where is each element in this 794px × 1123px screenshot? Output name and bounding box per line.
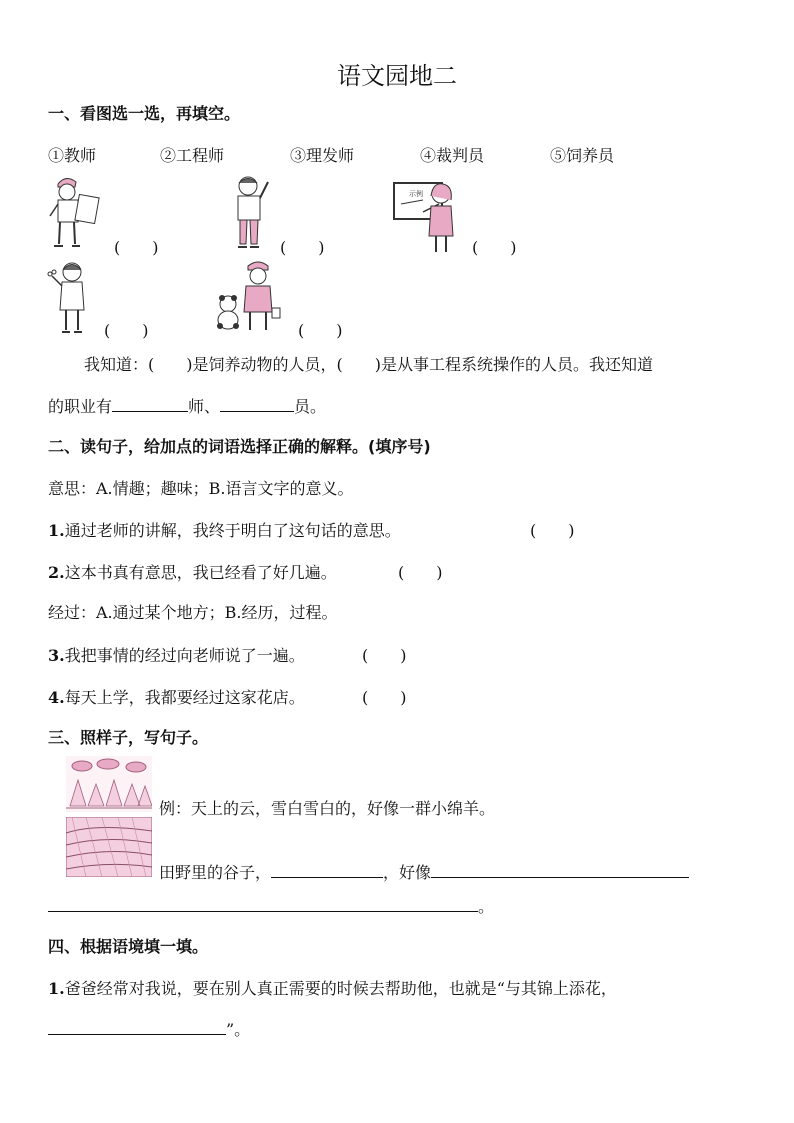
option-keeper: ⑤饲养员	[550, 146, 615, 165]
answer-paren-q2[interactable]: ( )	[398, 563, 443, 582]
question-2	[48, 560, 337, 583]
question-2-num: 2.	[48, 563, 65, 582]
question-1-num: 1.	[48, 521, 65, 540]
answer-paren-q1[interactable]: ( )	[530, 521, 575, 540]
answer-paren-4[interactable]: ( )	[104, 321, 149, 340]
blank-occupation-2[interactable]	[220, 397, 294, 412]
option-teacher: ①教师	[48, 146, 97, 165]
field-prompt-2: ，好像	[383, 863, 432, 882]
question-3-num: 3.	[48, 646, 65, 665]
option-referee: ④裁判员	[420, 146, 485, 165]
section4-q1-text: 爸爸经常对我说，要在别人真正需要的时候去帮助他，也就是“与其锦上添花，	[64, 979, 617, 998]
field-image	[66, 817, 152, 877]
question-4	[48, 685, 305, 708]
section1-heading: 一、看图选一选，再填空。	[48, 104, 241, 123]
answer-paren-2[interactable]: ( )	[280, 238, 325, 257]
figure-engineer	[46, 172, 106, 252]
blank-idiom[interactable]	[48, 1020, 226, 1035]
answer-paren-1[interactable]: ( )	[114, 238, 159, 257]
field-sentence	[159, 860, 689, 883]
question-3-text: 我把事情的经过向老师说了一遍。	[64, 646, 305, 665]
sentence-b-part2: 师、	[188, 397, 221, 416]
figure-teacher	[393, 178, 459, 256]
question-4-text: 每天上学，我都要经过这家花店。	[64, 688, 305, 707]
figure-zookeeper	[214, 258, 284, 334]
section2-heading: 二、读句子，给加点的词语选择正确的解释。(填序号)	[48, 437, 431, 456]
blank-occupation-1[interactable]	[112, 397, 188, 412]
option-engineer: ②工程师	[160, 146, 225, 165]
blank-field-3[interactable]	[48, 897, 478, 912]
section4-q1-num: 1.	[48, 979, 65, 998]
answer-paren-5[interactable]: ( )	[298, 321, 343, 340]
section4-q1-end: ”。	[226, 1020, 251, 1039]
section3-heading: 三、照样子，写句子。	[48, 728, 209, 747]
definition-yisi: 意思：A.情趣；趣味；B.语言文字的意义。	[48, 479, 354, 498]
field-prompt-1: 田野里的谷子，	[159, 863, 272, 882]
question-1-text: 通过老师的讲解，我终于明白了这句话的意思。	[64, 521, 401, 540]
clouds-image	[66, 756, 152, 812]
blank-field-1[interactable]	[271, 863, 383, 878]
section4-question-1	[48, 976, 617, 999]
section1-sentence-a: 我知道：( )是饲养动物的人员，( )是从事工程系统操作的人员。我还知道	[84, 355, 653, 374]
field-end: 。	[478, 897, 495, 916]
option-barber: ③理发师	[290, 146, 355, 165]
question-3	[48, 643, 305, 666]
section1-sentence-b	[48, 394, 326, 417]
sentence-b-part3: 员。	[294, 397, 327, 416]
blank-field-2[interactable]	[431, 863, 689, 878]
question-4-num: 4.	[48, 688, 65, 707]
figure-referee	[226, 172, 274, 252]
section4-heading: 四、根据语境填一填。	[48, 937, 209, 956]
question-2-text: 这本书真有意思，我已经看了好几遍。	[64, 563, 337, 582]
page-title: 语文园地二	[337, 62, 457, 90]
board-text: 示例	[409, 190, 423, 198]
example-sentence: 例：天上的云，雪白雪白的，好像一群小绵羊。	[159, 799, 496, 818]
sentence-b-part1: 的职业有	[48, 397, 113, 416]
definition-jingguo: 经过：A.通过某个地方；B.经历，过程。	[48, 603, 338, 622]
figure-barber	[46, 258, 96, 336]
answer-paren-3[interactable]: ( )	[472, 238, 517, 257]
field-sentence-line2	[48, 894, 494, 917]
answer-paren-q4[interactable]: ( )	[362, 688, 407, 707]
section4-question-1-line2	[48, 1017, 250, 1040]
answer-paren-q3[interactable]: ( )	[362, 646, 407, 665]
question-1	[48, 518, 401, 541]
